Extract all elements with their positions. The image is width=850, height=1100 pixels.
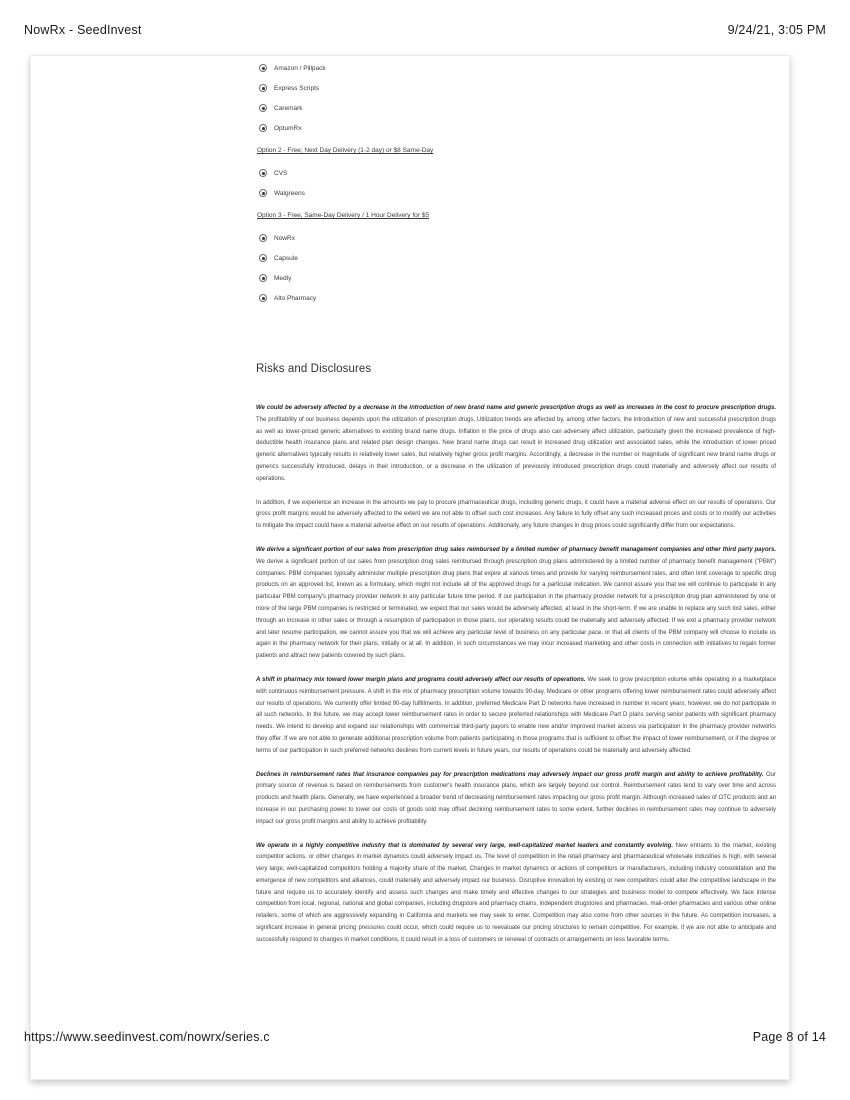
risk-paragraph [256, 841, 776, 947]
print-footer [24, 1030, 826, 1044]
radio-icon [259, 169, 267, 177]
option3-heading [256, 203, 776, 228]
list-item-label: NowRx [274, 234, 295, 242]
risk-paragraph-text: We seek to grow prescription volume while operating in a marketplace with continuous reimbursement pressure. A shift in the mix of pharmacy prescription volume towards 90-day, Medicare or other programs offering lower reimbursement rates could adversely affect our results of operations. We currently offer limited 90-day fulfillments. In addition, preferred Medicare Part D networks have increased in number in recent years; however, we do not participate in all such networks. In the future, we may accept lower reimbursement rates in order to secure preferred relationships with Medicare Part D plans serving senior patients with significant pharmacy needs. We intend to develop and expand our relationships with commercial third-party payors to enable new and/or improved market access via participation in the pharmacy provider networks they offer. If we are not able to generate additional prescription volume from patients participating in those programs that is sufficient to offset the impact of lower reimbursement, or if the degree or terms of our participation in such preferred networks declines from current levels in future years, our results of operations could be materially and adversely affected. [256, 676, 776, 754]
list-item-label: Alto Pharmacy [274, 294, 317, 302]
radio-dot-icon [262, 192, 265, 195]
list-item-label: Express Scripts [274, 84, 320, 92]
risk-paragraph [256, 498, 776, 533]
radio-icon [259, 274, 267, 282]
risk-paragraph [256, 403, 776, 486]
list-item [256, 183, 776, 203]
option3-heading-text: Option 3 - Free, Same-Day Delivery / 1 Hour Delivery for $5 [257, 212, 429, 219]
list-item-label: Medly [274, 274, 292, 282]
list-item [256, 98, 776, 118]
list-item [256, 163, 776, 183]
risk-paragraph-text: Our primary source of revenue is based on reimbursements from customer's health insurance plans, which are largely beyond our control. Reimbursement rates tend to vary over time and across products and health plans. Generally, we have experienced a broader trend of decreasing reimbursement rates impacting our gross profit margin. Although increased sales of OTC products and an increase in our purchasing power to lower our costs of goods sold may offset declining reimbursement rates to some extent, further declines in reimbursement rates may continue to adversely impact our gross profit margins and ability to achieve profitability. [256, 771, 776, 825]
list-item [256, 268, 776, 288]
radio-dot-icon [262, 277, 265, 280]
risk-paragraph-lead: We operate in a highly competitive industry that is dominated by several very large, well-capitalized market leaders and constantly evolving. [256, 842, 674, 849]
pbm-options-list [256, 58, 776, 138]
risks-section-heading: Risks and Disclosures [256, 363, 372, 375]
radio-dot-icon [262, 67, 265, 70]
risk-paragraph-text: We derive a significant portion of our sales from prescription drug sales reimbursed through prescription drug plans administered by a limited number of pharmacy benefit management ("PBM") companies. PBM companies typically administer multiple prescription drug plans that expire at various times and provide for varying reimbursement rates, and often limit coverage to specific drug products on an approved list, known as a formulary, which might not include all of the approved drugs for a particular indication. We cannot assure you that we will continue to participate in any particular PBM company's pharmacy provider network in any particular future time period. If our participation in the pharmacy provider network for a prescription drug plan administered by one or more of the large PBM companies is restricted or terminated, we expect that our sales would be adversely affected, at least in the short-term. If we are unable to replace any such lost sales, either through an increase in other sales or through a resumption of participation in those plans, our operating results could be materially and adversely affected. If we exit a pharmacy provider network and later resume participation, we cannot assure you that we will achieve any particular level of business on any particular pace, or that all clients of the PBM company will choose to include us again in the pharmacy network for their plans, initially or at all. In addition, in such circumstances we may incur increased marketing and other costs in connection with initiatives to regain former patients and attract new patients covered by such plans. [256, 558, 776, 660]
radio-icon [259, 189, 267, 197]
radio-icon [259, 124, 267, 132]
risk-paragraph [256, 770, 776, 829]
radio-dot-icon [262, 257, 265, 260]
risk-paragraph-lead: We could be adversely affected by a decrease in the introduction of new brand name and generic prescription drugs as well as increases in the cost to procure prescription drugs. [256, 405, 776, 411]
document-content [256, 58, 776, 959]
radio-icon [259, 64, 267, 72]
radio-icon [259, 234, 267, 242]
risk-paragraph-text: The profitability of our business depends upon the utilization of prescription drugs. Utilization trends are affected by, among other factors, the introduction of new and successful prescription drugs as well as lower-priced generic alternatives to existing brand name drugs. Inflation in the price of drugs also can adversely affect utilization, particularly given the increased prevalence of high-deductible health insurance plans and related plan design changes. New brand name drugs can result in increased drug utilization and associated sales, while the introduction of lower priced generic alternatives typically results in relatively lower sales, but relatively higher gross profit margins. Accordingly, a decrease in the number or magnitude of significant new brand name drugs or generics successfully introduced, delays in their introduction, or a decrease in the utilization of previously introduced prescription drugs could materially and adversely affect our results of operations. [256, 416, 776, 482]
radio-dot-icon [262, 297, 265, 300]
risk-paragraph-text: New entrants to the market, existing competitor actions, or other changes in market dynamics could adversely impact us. The level of competition in the retail pharmacy and pharmaceutical wholesale industries is high, with several very large, well-capitalized competitors holding a majority share of the market. Changes in market dynamics or actions of competitors or manufacturers, including industry consolidation and the emergence of new competitors and alliances, could materially and adversely impact our business. Disruptive innovation by existing or new competitors could alter the competitive landscape in the future and require us to accurately identify and assess such changes and make timely and effective changes to our strategies and business model to compete effectively. We face intense competition from local, regional, national and global companies, including drugstore and pharmacy chains, independent drugstores and pharmacies, mail-order pharmacies and various other online retailers, some of which are aggressively expanding in California and markets we may seek to enter. Competition may also come from other sources in the future. As competition increases, a significant increase in general pricing pressures could occur, which could require us to reevaluate our pricing structures to remain competitive. For example, if we are not able to anticipate and successfully respond to changes in market conditions, it could result in a loss of customers or renewal of contracts or arrangements on less favorable terms. [256, 842, 777, 943]
option2-heading [256, 138, 776, 163]
risk-paragraph-lead: We derive a significant portion of our sales from prescription drug sales reimbursed by a limited number of pharmacy benefit management companies and other third party payors. [256, 546, 776, 553]
risk-paragraph [256, 675, 776, 758]
page-number: Page 8 of 14 [752, 1030, 826, 1044]
risks-section-body [256, 403, 776, 947]
list-item [256, 228, 776, 248]
list-item-label: Walgreens [274, 189, 305, 197]
list-item-label: Amazon / Pillpack [274, 64, 326, 72]
document-title: NowRx - SeedInvest [24, 23, 142, 37]
list-item-label: CVS [274, 169, 288, 177]
risk-paragraph [256, 545, 776, 663]
radio-icon [259, 294, 267, 302]
list-item-label: OptumRx [274, 124, 302, 132]
list-item-label: Capsule [274, 254, 298, 262]
radio-icon [259, 84, 267, 92]
radio-dot-icon [262, 107, 265, 110]
risk-paragraph-lead: Declines in reimbursement rates that insurance companies pay for prescription medications may adversely impact our gross profit margin and ability to achieve profitability. [256, 771, 764, 778]
radio-dot-icon [262, 87, 265, 90]
radio-dot-icon [262, 172, 265, 175]
source-url: https://www.seedinvest.com/nowrx/series.c [24, 1030, 270, 1044]
list-item [256, 248, 776, 268]
list-item-label: Caremark [274, 104, 303, 112]
option2-list [256, 163, 776, 203]
radio-dot-icon [262, 237, 265, 240]
risk-paragraph-lead: A shift in pharmacy mix toward lower margin plans and programs could adversely affect our results of operations. [256, 676, 586, 683]
option3-list [256, 228, 776, 308]
radio-icon [259, 104, 267, 112]
document-page [30, 55, 790, 1080]
option2-heading-text: Option 2 - Free; Next Day Delivery (1-2 day) or $8 Same-Day [257, 147, 434, 154]
list-item [256, 288, 776, 308]
print-header [24, 23, 826, 37]
list-item [256, 58, 776, 78]
list-item [256, 78, 776, 98]
print-timestamp: 9/24/21, 3:05 PM [727, 23, 826, 37]
list-item [256, 118, 776, 138]
risk-paragraph-text: In addition, if we experience an increase in the amounts we pay to procure pharmaceutical drugs, including generic drugs, it could have a material adverse effect on our results of operations. Our gross profit margins would be adversely affected to the extent we are not able to offset such cost increases. Any failure to fully offset any such increased prices and costs or to modify our activities to mitigate the impact could have a material adverse effect on our results of operations. Additionally, any future changes in drug prices could significantly differ from our expectations. [256, 499, 776, 530]
radio-dot-icon [262, 127, 265, 130]
radio-icon [259, 254, 267, 262]
